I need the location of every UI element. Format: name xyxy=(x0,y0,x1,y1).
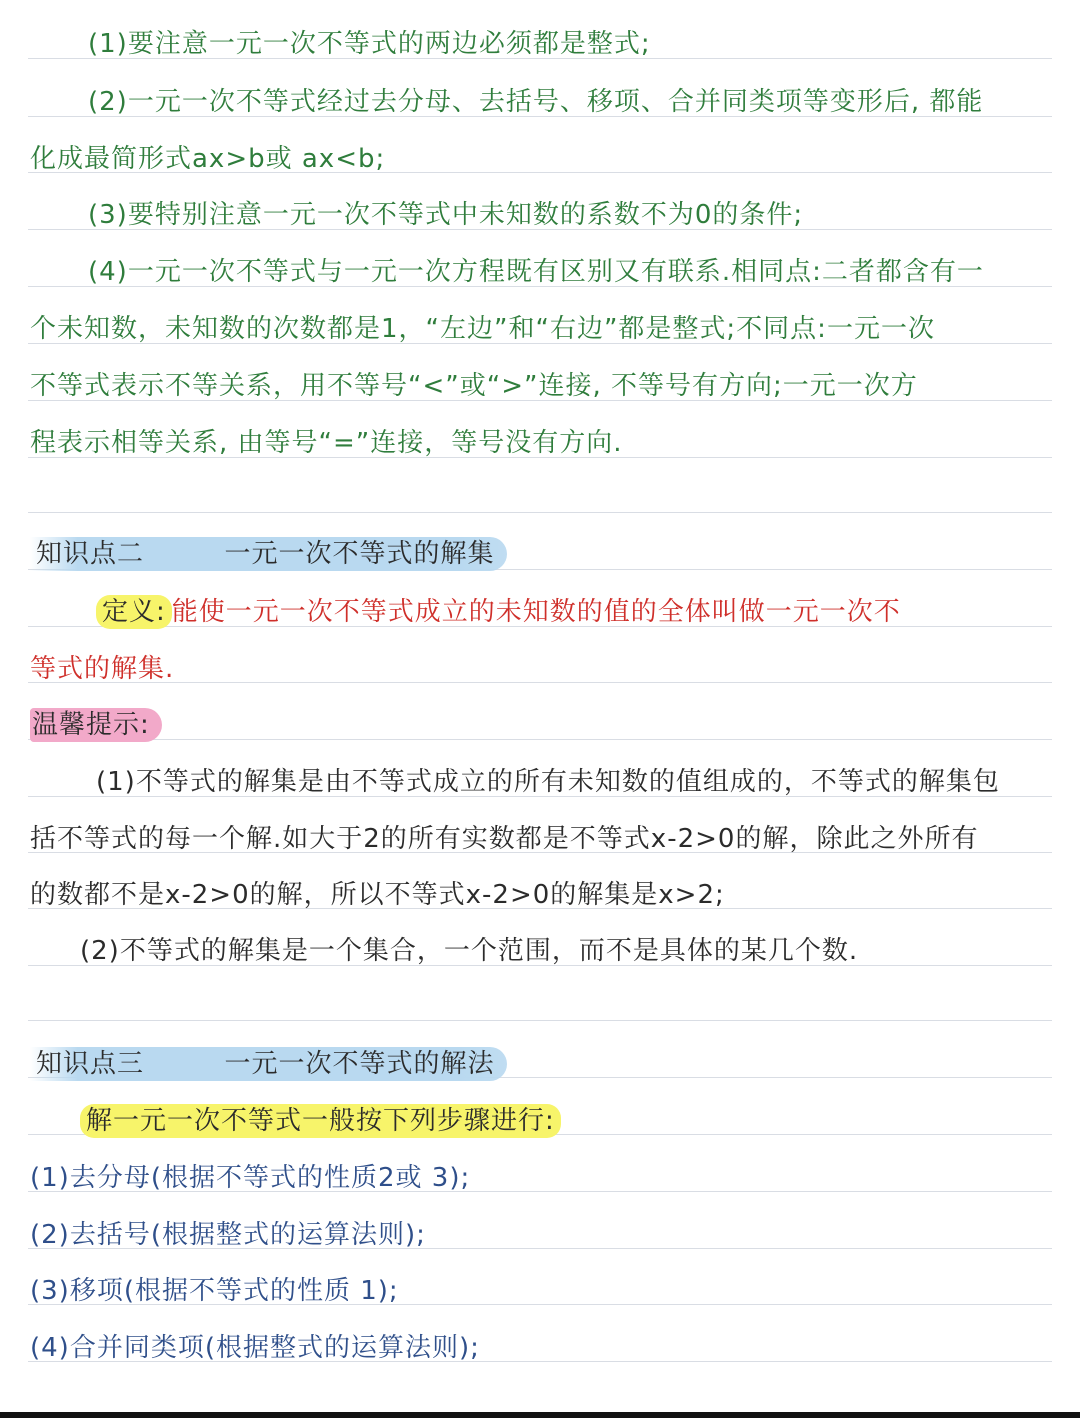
note-item-4-line-1: (4)一元一次不等式与一元一次方程既有区别又有联系.相同点:二者都含有一 xyxy=(88,257,984,287)
section-heading xyxy=(30,532,1080,576)
tip-item-1-line-1: (1)不等式的解集是由不等式成立的所有未知数的值组成的，不等式的解集包 xyxy=(96,767,1000,797)
page-bottom-edge xyxy=(0,1412,1080,1418)
definition-line-2: 等式的解集. xyxy=(30,654,175,684)
tip-item-1-line-3: 的数都不是x-2>0的解，所以不等式x-2>0的解集是x>2; xyxy=(30,880,725,910)
tip-label: 温馨提示: xyxy=(30,708,162,742)
step-item-4: (4)合并同类项(根据整式的运算法则); xyxy=(30,1333,480,1363)
step-item-2: (2)去括号(根据整式的运算法则); xyxy=(30,1220,426,1250)
section-heading-title: 一元一次不等式的解法 xyxy=(224,1049,495,1079)
section-heading xyxy=(30,1042,1080,1086)
steps-intro-text: 解一元一次不等式一般按下列步骤进行: xyxy=(80,1104,561,1138)
section-heading-label: 知识点二 xyxy=(36,539,145,569)
note-item-4-line-3: 不等式表示不等关系，用不等号“<”或“>”连接, 不等号有方向;一元一次方 xyxy=(30,371,918,401)
note-item-1: (1)要注意一元一次不等式的两边必须都是整式; xyxy=(88,29,651,59)
definition-text: 能使一元一次不等式成立的未知数的值的全体叫做一元一次不 xyxy=(171,597,901,627)
section-heading-label: 知识点三 xyxy=(36,1049,145,1079)
section-heading-title: 一元一次不等式的解集 xyxy=(224,539,495,569)
definition-label: 定义: xyxy=(96,595,172,629)
note-item-2-line-1: (2)一元一次不等式经过去分母、去括号、移项、合并同类项等变形后, 都能 xyxy=(88,87,984,117)
section-heading-highlight xyxy=(30,537,507,571)
step-item-1: (1)去分母(根据不等式的性质2或 3); xyxy=(30,1163,471,1193)
note-item-4-line-2: 个未知数，未知数的次数都是1，“左边”和“右边”都是整式;不同点:一元一次 xyxy=(30,314,935,344)
tip-heading xyxy=(30,703,1080,747)
note-item-4-line-4: 程表示相等关系, 由等号“=”连接，等号没有方向. xyxy=(30,428,623,458)
note-item-3: (3)要特别注意一元一次不等式中未知数的系数不为0的条件; xyxy=(88,200,804,230)
definition-line-1 xyxy=(96,590,1080,634)
section-heading-highlight xyxy=(30,1047,507,1081)
note-item-2-line-2: 化成最简形式ax>b或 ax<b; xyxy=(30,144,386,174)
step-item-3: (3)移项(根据不等式的性质 1); xyxy=(30,1276,399,1306)
steps-intro xyxy=(80,1099,1080,1143)
tip-item-1-line-2: 括不等式的每一个解.如大于2的所有实数都是不等式x-2>0的解，除此之外所有 xyxy=(30,824,979,854)
tip-item-2: (2)不等式的解集是一个集合，一个范围，而不是具体的某几个数. xyxy=(80,936,859,966)
